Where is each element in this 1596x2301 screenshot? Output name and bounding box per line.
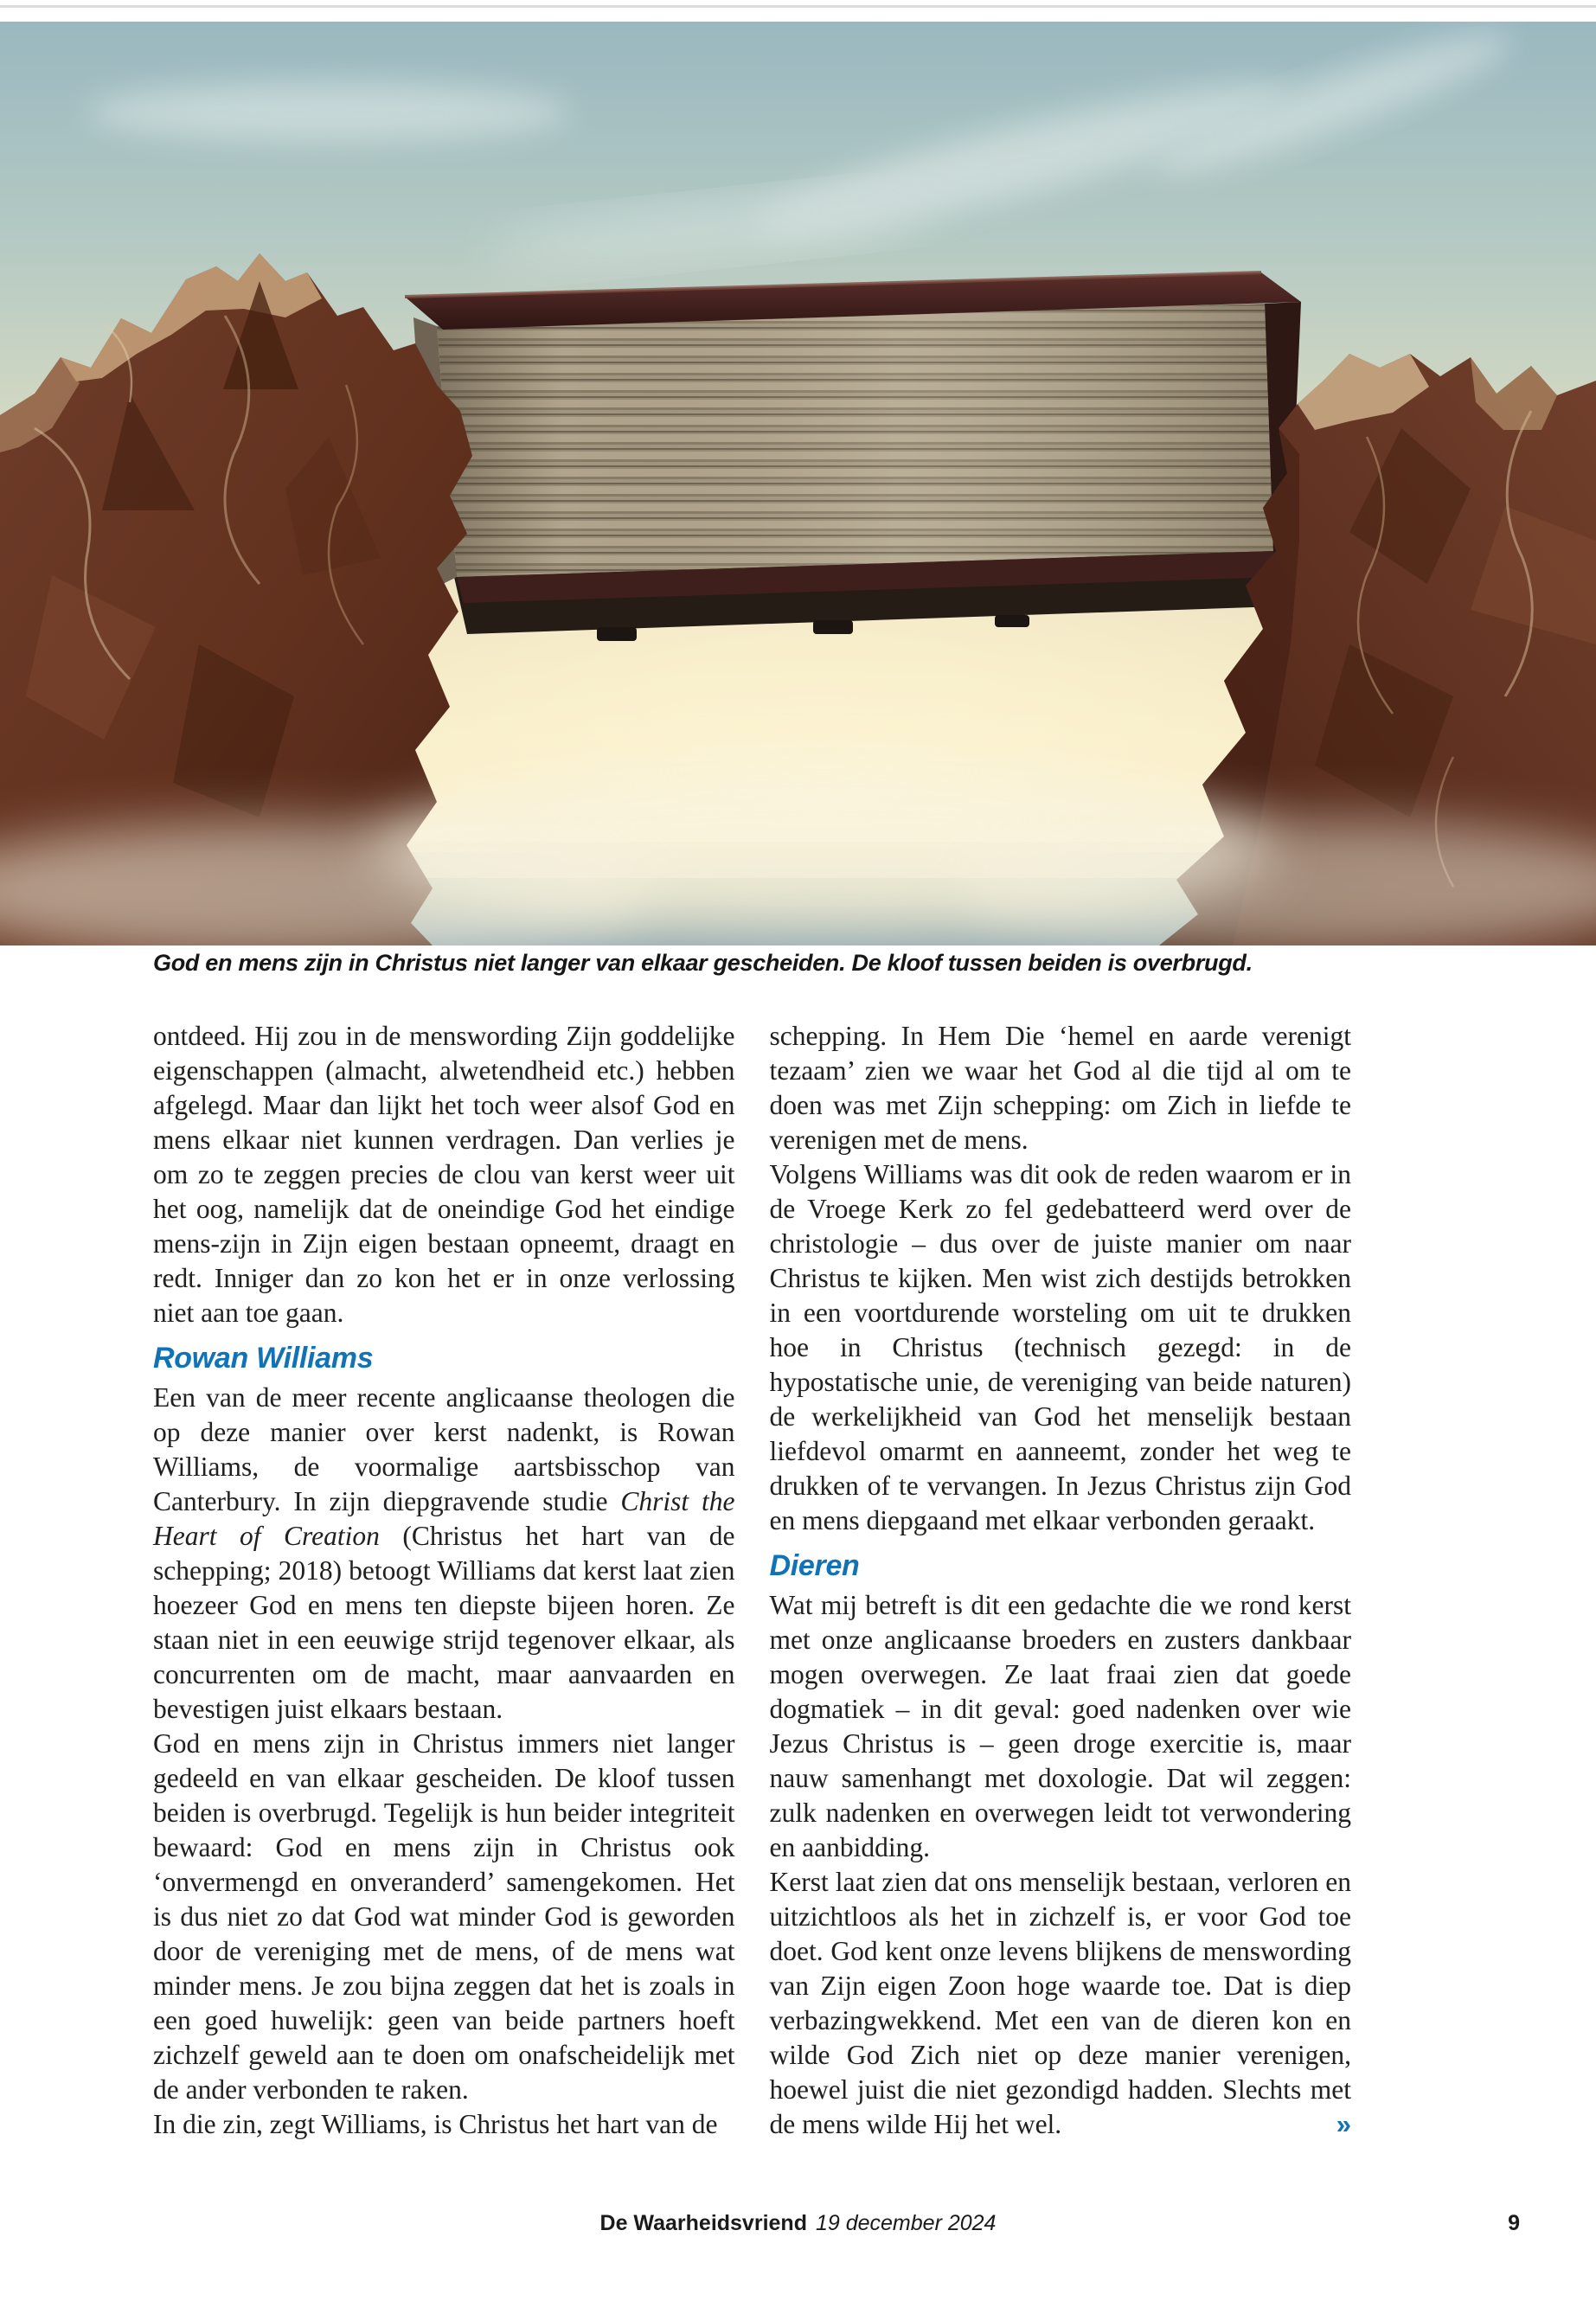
book — [405, 272, 1301, 641]
magazine-title: De Waarheidsvriend — [599, 2211, 807, 2235]
paragraph — [153, 1381, 735, 1727]
issue-date: 19 december 2024 — [815, 2211, 997, 2235]
article-body — [153, 1019, 1351, 2142]
page-number: 9 — [1508, 2211, 1520, 2235]
footer-center — [0, 2211, 1596, 2236]
paragraph-text: Een van de meer recente anglicaanse theologen die op deze manier over kerst nadenkt, is Rowan Williams, de voormalige aartsbisschop van Canterbury. In zijn diepgravende studie — [153, 1382, 735, 1516]
paragraph: schepping. In Hem Die ‘hemel en aarde verenigt tezaam’ zien we waar het God al die tijd al om te doen was met Zijn schepping: om Zich in liefde te verenigen met de mens. — [769, 1021, 1351, 1155]
hero-image — [0, 22, 1596, 945]
section-heading-rowan-williams: Rowan Williams — [153, 1342, 374, 1375]
right-column — [770, 1019, 1352, 2142]
book-title: Christ the Heart of Creation — [153, 1486, 735, 1551]
image-caption: God en mens zijn in Christus niet langer van elkaar gescheiden. De kloof tussen beiden is overbrugd. — [153, 950, 1253, 976]
page-footer — [0, 2211, 1596, 2246]
paragraph: God en mens zijn in Christus immers niet langer gedeeld en van elkaar gescheiden. De kloof tussen beiden is overbrugd. Tegelijk is hun beider integriteit bewaard: God en mens zijn in Christus ook ‘onvermengd en onveranderd’ samengekomen. Het is dus niet zo dat God wat minder God is geworden door de vereniging met de mens, of de mens wat minder mens. Je zou bijna zeggen dat het is zoals in een goed huwelijk: geen van beide partners hoeft zichzelf geweld aan te doen om onafscheidelijk met de ander verbonden te raken. — [153, 1728, 735, 2105]
paragraph: Volgens Williams was dit ook de reden waarom er in de Vroege Kerk zo fel gedebatteerd werd over de christologie – dus over de juiste manier om naar Christus te kijken. Men wist zich destijds betrokken in een voortdurende worsteling om uit te drukken hoe in Christus (technisch gezegd: in de hypostatische unie, de vereniging van beide naturen) de werkelijkheid van God het menselijk bestaan liefdevol omarmt en aanneemt, zonder het weg te drukken of te vervangen. In Jezus Christus zijn God en mens diepgaand met elkaar verbonden geraakt. — [769, 1159, 1351, 1535]
paragraph-text: (Christus het hart van de schepping; 2018) betoogt Williams dat kerst laat zien hoezeer God en mens ten diepste bijeen horen. Ze staan niet in een eeuwige strijd tegenover elkaar, als concurrenten om de macht, maar aanvaarden en bevestigen juist elkaars bestaan. — [153, 1521, 735, 1724]
paragraph: In die zin, zegt Williams, is Christus het hart van de — [153, 2109, 718, 2139]
paragraph — [770, 1865, 1352, 2142]
left-column — [153, 1019, 735, 2142]
paragraph-text: Kerst laat zien dat ons menselijk bestaan, verloren en uitzichtloos als het in zichzelf is, er voor God toe doet. God kent onze levens blijkens de menswording van Zijn eigen Zoon hoge waarde toe. Dat is diep verbazingwekkend. Met een van de dieren kon en wilde God Zich niet op deze manier verenigen, hoewel juist die niet gezondigd hadden. Slechts met de mens wilde Hij het wel. — [769, 1867, 1351, 2139]
paragraph: Wat mij betreft is dit een gedachte die we rond kerst met onze anglicaanse broeders en zusters dankbaar mogen overwegen. Ze laat fraai zien dat goede dogmatiek – in dit geval: goed nadenken over wie Jezus Christus is – geen droge exercitie is, maar nauw samenhangt met doxologie. Dat wil zeggen: zulk nadenken en overwegen leidt tot verwondering en aanbidding. — [769, 1590, 1351, 1862]
section-heading-dieren: Dieren — [769, 1549, 860, 1582]
continuation-marker: » — [1336, 2109, 1351, 2139]
top-rule — [0, 5, 1596, 8]
book-bridge-illustration — [0, 22, 1596, 945]
paragraph: ontdeed. Hij zou in de menswording Zijn goddelijke eigenschappen (almacht, alwetendheid etc.) hebben afgelegd. Maar dan lijkt het toch weer alsof God en mens elkaar niet kunnen verdragen. Dan verlies je om zo te zeggen precies de clou van kerst weer uit het oog, namelijk dat de oneindige God het eindige mens-zijn in Zijn eigen bestaan opneemt, draagt en redt. Inniger dan zo kon het er in onze verlossing niet aan toe gaan. — [153, 1021, 735, 1328]
